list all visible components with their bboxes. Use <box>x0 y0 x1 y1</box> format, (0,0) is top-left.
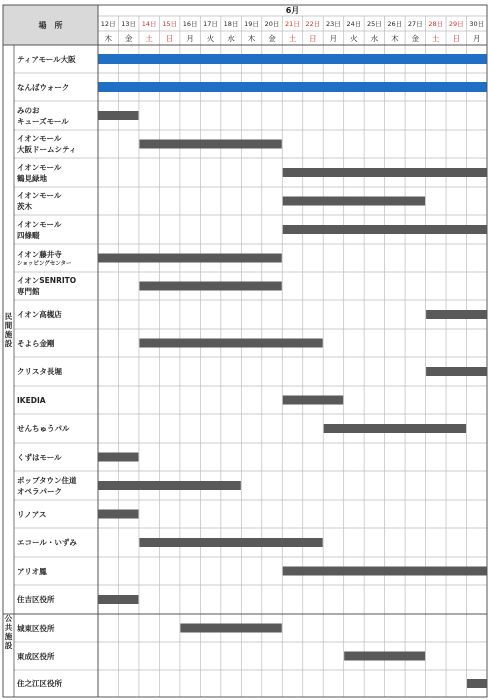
schedule-bar <box>99 481 241 490</box>
weekday-label: 金 <box>268 33 276 43</box>
schedule-bar <box>99 453 139 462</box>
weekday-label: 水 <box>370 33 379 43</box>
schedule-bar <box>283 168 487 177</box>
day-label: 25日 <box>366 20 382 28</box>
location-name-line: イオンSENRITO <box>17 276 77 285</box>
day-label: 21日 <box>285 20 300 28</box>
weekday-label: 日 <box>452 33 460 43</box>
category-label: 公共施設 <box>4 614 13 650</box>
schedule-bar <box>426 367 486 376</box>
location-name-line: クリスタ長堀 <box>17 367 62 376</box>
location-name-line: 東成区役所 <box>17 651 55 661</box>
day-label: 17日 <box>203 20 218 28</box>
location-name-line: みのお <box>17 105 40 115</box>
location-name-line: ポップタウン住道 <box>17 475 77 485</box>
weekday-label: 土 <box>288 33 297 43</box>
weekday-label: 日 <box>309 33 317 43</box>
weekday-label: 日 <box>165 33 174 43</box>
day-label: 12日 <box>100 20 116 28</box>
weekday-label: 木 <box>391 33 399 43</box>
location-name-line: ティアモール大阪 <box>17 54 76 64</box>
weekday-label: 月 <box>329 33 338 43</box>
weekday-label: 月 <box>186 33 194 43</box>
day-label: 22日 <box>305 20 321 28</box>
location-name-line: イオンモール <box>17 134 62 143</box>
weekday-label: 金 <box>124 33 133 43</box>
location-name-line: イオンモール <box>17 162 62 172</box>
day-label: 30日 <box>469 20 485 28</box>
schedule-bar <box>283 396 343 405</box>
schedule-bar <box>139 538 322 547</box>
day-label: 23日 <box>326 20 341 28</box>
location-name-line: イオン高槻店 <box>17 310 62 319</box>
category-label: 民間施設 <box>4 311 13 348</box>
location-name-line: 住之江区役所 <box>17 679 62 688</box>
schedule-bar <box>139 339 322 348</box>
day-label: 19日 <box>244 20 259 28</box>
schedule-bar <box>99 595 139 604</box>
schedule-bar <box>324 424 466 433</box>
weekday-label: 水 <box>227 33 235 43</box>
location-name-line: アリオ鳳 <box>17 566 47 576</box>
location-name-line: なんばウォーク <box>17 82 70 92</box>
schedule-bar <box>180 624 281 633</box>
weekday-label: 火 <box>350 33 358 43</box>
location-name-line: そよら金剛 <box>17 338 55 348</box>
schedule-bar <box>283 225 487 234</box>
schedule-bar <box>426 310 486 319</box>
weekday-label: 木 <box>104 33 112 43</box>
place-header: 場 所 <box>3 5 98 45</box>
schedule-bar <box>467 679 486 688</box>
day-label: 13日 <box>121 20 137 28</box>
day-label: 29日 <box>448 20 464 28</box>
schedule-bar <box>344 652 425 661</box>
weekday-label: 火 <box>206 33 215 43</box>
location-name-line: 専門館 <box>17 287 40 296</box>
weekday-label: 土 <box>432 33 440 43</box>
location-sub-line: ショッピングセンター <box>17 260 72 267</box>
day-label: 20日 <box>264 20 280 28</box>
schedule-bar <box>99 111 139 120</box>
day-label: 18日 <box>223 20 239 28</box>
weekday-label: 木 <box>247 33 256 43</box>
weekday-label: 月 <box>472 33 481 43</box>
schedule-bar <box>99 510 139 519</box>
location-name-line: 四條畷 <box>17 230 40 240</box>
schedule-bar <box>283 197 425 206</box>
location-name-line: くずはモール <box>17 452 62 462</box>
day-label: 28日 <box>428 20 444 28</box>
location-name-line: リノアス <box>17 509 47 519</box>
day-label: 24日 <box>346 20 362 28</box>
location-name-line: 茨木 <box>17 202 32 211</box>
day-label: 27日 <box>407 20 423 28</box>
location-name-line: キューズモール <box>17 116 69 126</box>
day-label: 26日 <box>387 20 403 28</box>
schedule-bar <box>99 82 487 92</box>
day-label: 15日 <box>162 20 177 28</box>
day-label: 14日 <box>141 20 157 28</box>
location-name-line: エコール・いずみ <box>17 538 77 547</box>
location-name-line: 大阪ドームシティ <box>17 145 77 154</box>
schedule-bar <box>139 282 281 291</box>
location-name-line: IKEDIA <box>17 395 46 405</box>
location-name-line: せんちゅうパル <box>17 424 70 433</box>
table-frame <box>3 5 487 697</box>
location-name-line: イオンモール <box>17 191 62 200</box>
location-name-line: オペラパーク <box>17 486 62 496</box>
location-name-line: イオン藤井寺 <box>17 249 62 259</box>
location-name-line: 城東区役所 <box>17 623 55 633</box>
location-name-line: 住吉区役所 <box>17 595 55 604</box>
schedule-bar <box>139 140 281 149</box>
day-label: 16日 <box>182 20 198 28</box>
schedule-bar <box>99 254 282 263</box>
location-name-line: 鶴見緑地 <box>17 173 47 183</box>
schedule-bar <box>283 567 487 576</box>
weekday-label: 金 <box>411 33 420 43</box>
month-header: 6月 <box>285 6 300 15</box>
weekday-label: 土 <box>145 33 153 43</box>
schedule-bar <box>99 54 487 64</box>
location-name-line: イオンモール <box>17 219 62 229</box>
